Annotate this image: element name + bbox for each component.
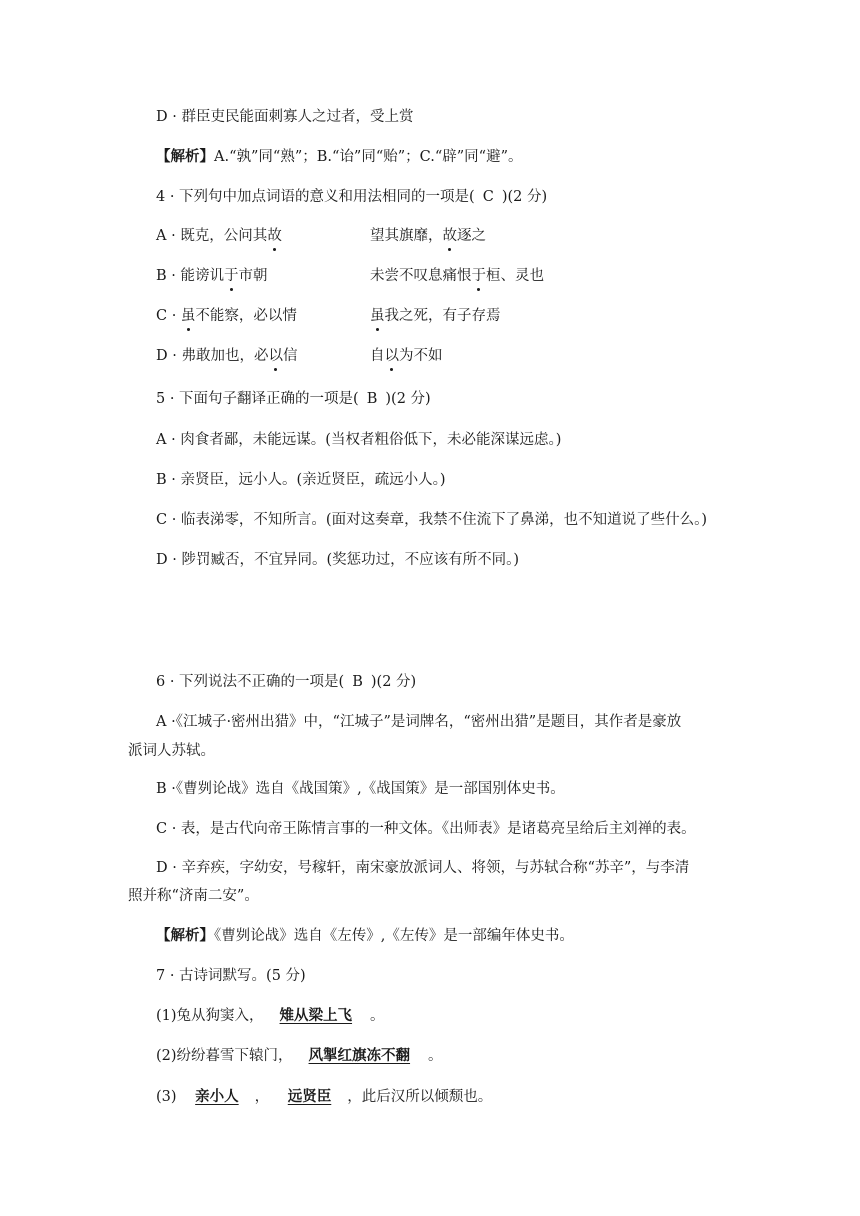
option-right: [370, 306, 501, 326]
dotted-word: 以: [384, 348, 399, 364]
q5-option-c: C · 临表涕零，不知所言。(面对这奏章，我禁不住流下了鼻涕，也不知道说了些什么。): [156, 512, 707, 528]
option-right-text: 望其旗靡，: [370, 228, 443, 244]
poem-punct: 。: [370, 1008, 385, 1024]
option-right-text: 桓、灵也: [486, 268, 544, 284]
q6-option-a-line2: 派词人苏轼。: [128, 743, 215, 759]
q6-stem-text: 6 · 下列说法不正确的一项是(: [156, 674, 345, 690]
q7-stem: 7 · 古诗词默写。(5 分): [156, 968, 306, 984]
q5-option-b: B · 亲贤臣，远小人。(亲近贤臣，疏远小人。): [156, 472, 446, 488]
option-label: B ·: [156, 268, 181, 284]
poem-punct: 。: [428, 1048, 443, 1064]
dotted-word: 于: [223, 268, 239, 284]
poem-answer: 雉从梁上飞: [279, 1007, 353, 1024]
dotted-word: 虽: [370, 308, 385, 324]
q7-item-1: [156, 1006, 385, 1026]
option-right-text: 逐之: [457, 228, 486, 244]
q5-stem: [156, 389, 431, 409]
q5-option-a: A · 肉食者鄙，未能远谋。(当权者粗俗低下，未必能深谋远虑。): [156, 432, 562, 448]
q6-option-c: C · 表，是古代向帝王陈情言事的一种文体。《出师表》是诸葛亮呈给后主刘禅的表。: [156, 821, 696, 837]
q6-option-a-line1: A ·《江城子·密州出猎》中，“江城子”是词牌名，“密州出猎”是题目，其作者是豪放: [156, 714, 682, 730]
option-right: [370, 346, 443, 366]
option-left-text: 不能察，必以情: [195, 308, 297, 324]
option-label: D ·: [156, 348, 182, 364]
option-right-text: 为不如: [399, 348, 443, 364]
q6-option-d-line1: D · 辛弃疾，字幼安，号稼轩，南宋豪放派词人、将领，与苏轼合称“苏辛”，与李清: [156, 860, 690, 876]
q4-option-d: [156, 346, 756, 366]
q4-option-c: [156, 306, 756, 326]
q5-answer: B: [366, 391, 378, 407]
q6-stem: [156, 672, 416, 692]
q7-item-2: [156, 1046, 443, 1066]
option-label: C ·: [156, 308, 181, 324]
q5-option-d: D · 陟罚臧否，不宜异同。(奖惩功过，不应该有所不同。): [156, 552, 520, 568]
option-right-text: 我之死，有子存焉: [384, 308, 501, 324]
poem-punct: ，: [254, 1089, 270, 1105]
poem-prompt: (2)纷纷暮雪下辕门，: [156, 1048, 293, 1064]
q4-stem: [156, 187, 547, 207]
dotted-word: 虽: [180, 308, 196, 324]
analysis-text: 《曹刿论战》选自《左传》,《左传》是一部编年体史书。: [214, 928, 574, 944]
dotted-word: 故: [267, 228, 282, 244]
q5-stem-score: )(2 分): [385, 391, 431, 407]
q3-analysis: [156, 147, 523, 167]
q4-option-a: [156, 226, 756, 246]
poem-tail: ，此后汉所以倾颓也。: [347, 1089, 493, 1105]
poem-answer: 亲小人: [195, 1088, 239, 1105]
poem-answer: 远贤臣: [287, 1088, 332, 1105]
option-right: [370, 266, 544, 286]
analysis-label: 【解析】: [156, 148, 214, 165]
option-right-text: 自: [370, 348, 385, 364]
q7-item-3: [156, 1087, 492, 1107]
q4-option-b: [156, 266, 756, 286]
option-left-text: 信: [282, 348, 298, 364]
poem-prompt: (1)兔从狗窦入，: [156, 1008, 264, 1024]
q4-stem-text: 4 · 下列句中加点词语的意义和用法相同的一项是(: [156, 189, 475, 205]
dotted-word: 以: [268, 348, 283, 364]
poem-prompt: (3): [156, 1089, 177, 1105]
q4-stem-score: )(2 分): [501, 189, 548, 205]
dotted-word: 故: [442, 228, 457, 244]
q6-option-d-line2: 照并称“济南二安”。: [128, 888, 259, 904]
analysis-label: 【解析】: [156, 927, 214, 944]
q6-stem-score: )(2 分): [370, 674, 417, 690]
q3-option-d: D · 群臣吏民能面刺寡人之过者，受上赏: [156, 109, 414, 125]
q6-option-b: B ·《曹刿论战》选自《战国策》,《战国策》是一部国别体史书。: [156, 781, 565, 797]
q4-answer: C: [482, 189, 494, 205]
option-right: [370, 226, 486, 246]
dotted-word: 于: [471, 268, 486, 284]
option-left-text: 能谤讥: [180, 268, 224, 284]
option-right-text: 未尝不叹息痛恨: [370, 268, 472, 284]
option-left-text: 市朝: [238, 268, 268, 284]
q6-analysis: [156, 926, 574, 946]
poem-answer: 风掣红旗冻不翻: [308, 1047, 411, 1064]
q6-answer: B: [352, 674, 363, 690]
option-label: A ·: [156, 228, 181, 244]
analysis-text: A.“孰”同“熟”；B.“诒”同“贻”；C.“辟”同“避”。: [214, 149, 523, 165]
q5-stem-text: 5 · 下面句子翻译正确的一项是(: [156, 391, 359, 407]
option-left-text: 既克，公问其: [180, 228, 268, 244]
option-left-text: 弗敢加也，必: [181, 348, 269, 364]
